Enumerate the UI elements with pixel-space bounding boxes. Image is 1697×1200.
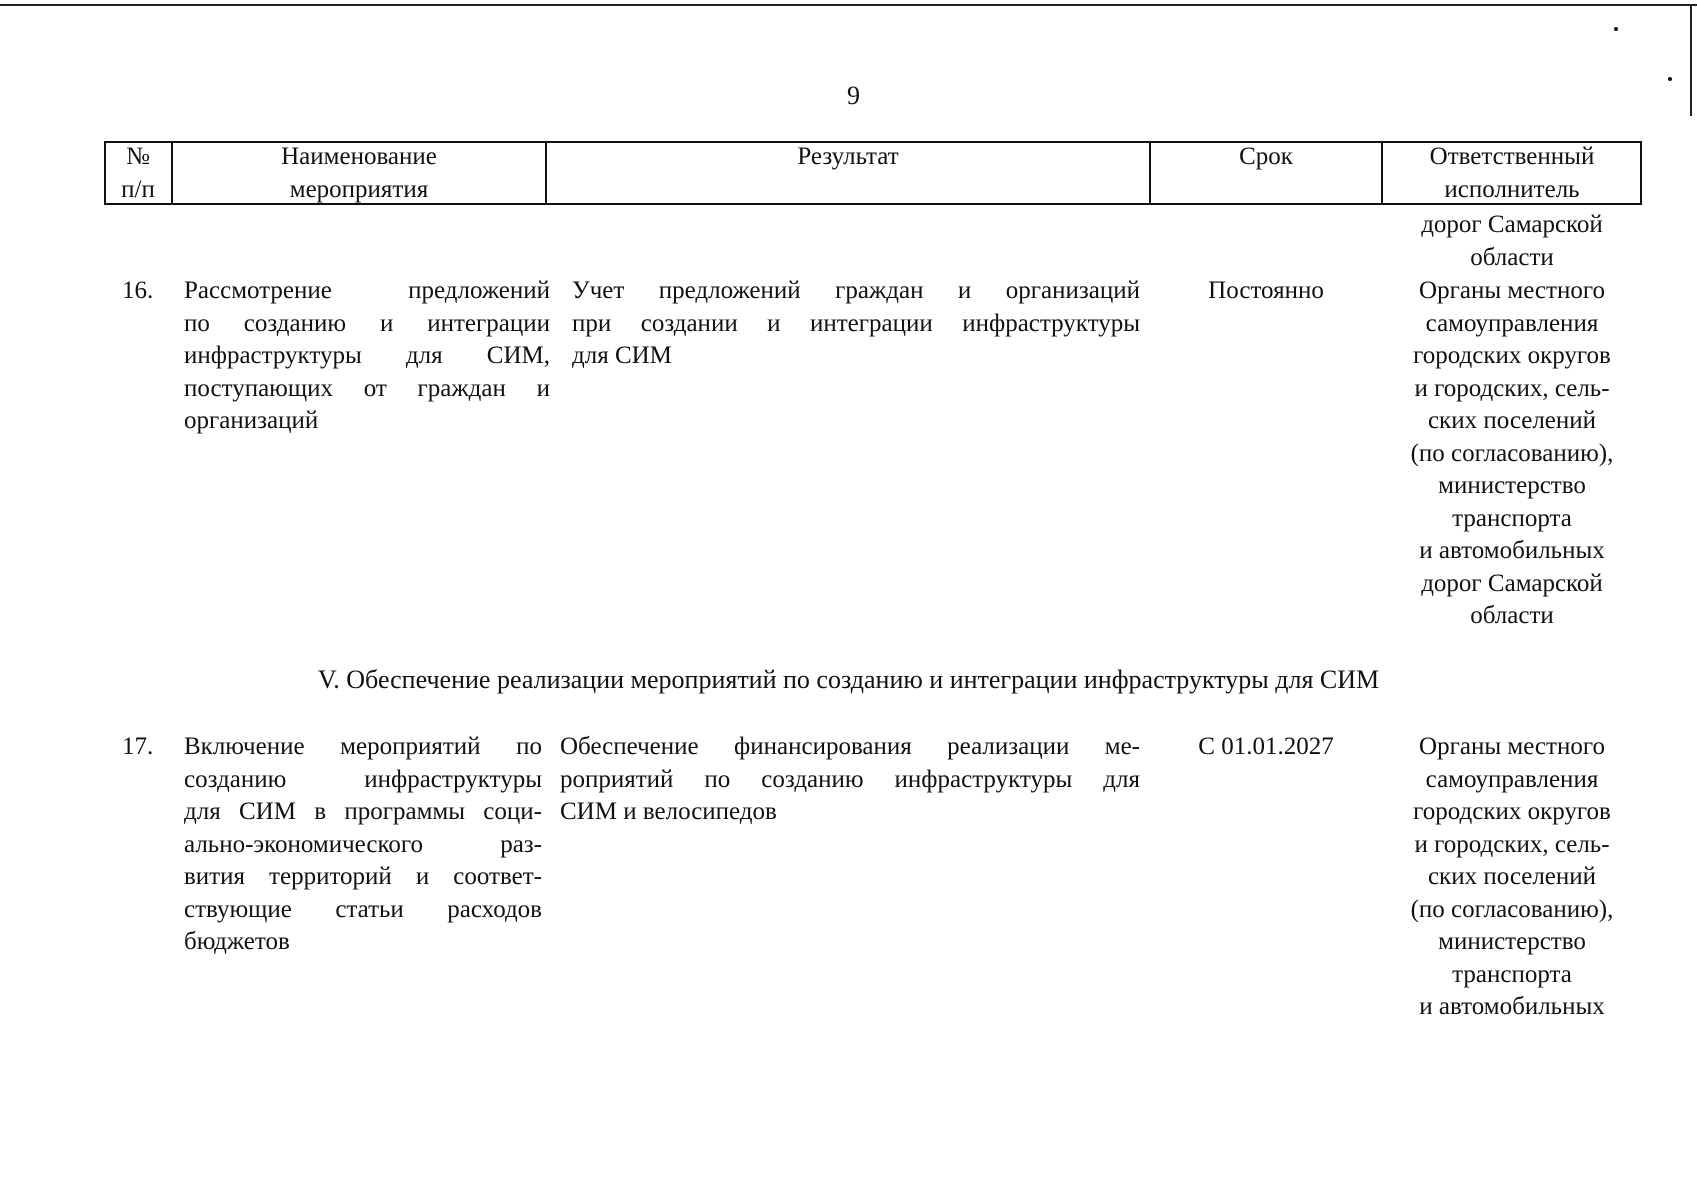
header-name-line2: мероприятия — [289, 175, 429, 203]
header-result: Результат — [797, 143, 899, 170]
responsible-line: городских округов — [1413, 342, 1611, 369]
responsible-line: Органы местного — [1419, 277, 1605, 304]
row17-responsible — [1382, 731, 1642, 1024]
responsible-line: и автомобильных — [1419, 537, 1605, 564]
section-title: V. Обеспечение реализации мероприятий по созданию и интеграции инфраструктуры для СИМ — [317, 665, 1380, 694]
responsible-line: дорог Самарской — [1421, 569, 1603, 597]
name-line: Включение мероприятий по — [184, 733, 542, 760]
row17-number: 17. — [122, 733, 154, 760]
name-line: организаций — [184, 407, 319, 434]
responsible-line: (по согласованию), — [1410, 439, 1614, 467]
header-responsible-line1: Ответственный — [1429, 143, 1595, 170]
top-border-line — [0, 4, 1697, 6]
responsible-line: (по согласованию), — [1410, 895, 1614, 923]
header-result-cell — [546, 141, 1150, 205]
row17-result — [560, 731, 1140, 829]
responsible-line: транспорта — [1452, 960, 1572, 988]
responsible-line: области — [1470, 602, 1554, 629]
responsible-line: Органы местного — [1419, 733, 1605, 760]
row16-result — [572, 275, 1140, 373]
result-line: при создании и интеграции инфраструктуры — [572, 309, 1140, 337]
name-line: по созданию и интеграции — [184, 309, 550, 337]
row17-deadline: С 01.01.2027 — [1198, 733, 1334, 760]
name-line: ально-экономического раз- — [184, 830, 542, 858]
continuation-responsible — [1382, 209, 1642, 274]
name-line: инфраструктуры для СИМ, — [184, 342, 550, 369]
row16-responsible — [1382, 275, 1642, 633]
responsible-line: и автомобильных — [1419, 993, 1605, 1020]
header-responsible-cell — [1382, 141, 1642, 205]
name-line: созданию инфраструктуры — [184, 765, 542, 793]
responsible-line: области — [1470, 243, 1554, 271]
scan-speck — [1614, 27, 1618, 31]
responsible-line: самоуправления — [1425, 765, 1599, 793]
row17-name — [184, 731, 542, 959]
result-line: для СИМ — [572, 342, 672, 369]
result-line: роприятий по созданию инфраструктуры для — [560, 765, 1140, 793]
name-line: бюджетов — [184, 928, 290, 955]
responsible-line: транспорта — [1452, 504, 1572, 532]
responsible-line: ских поселений — [1427, 863, 1597, 890]
name-line: вития территорий и соответ- — [184, 863, 542, 890]
page-number: 9 — [847, 81, 860, 110]
result-line: СИМ и велосипедов — [560, 798, 777, 825]
responsible-line: городских округов — [1413, 798, 1611, 825]
header-responsible-line2: исполнитель — [1444, 175, 1580, 203]
header-deadline: Срок — [1239, 143, 1293, 170]
responsible-line: министерство — [1438, 928, 1586, 955]
responsible-line: министерство — [1438, 472, 1586, 499]
responsible-line: самоуправления — [1425, 309, 1599, 337]
result-line: Учет предложений граждан и организаций — [572, 277, 1140, 304]
table-header — [104, 141, 1642, 205]
row16-deadline: Постоянно — [1208, 277, 1324, 304]
responsible-line: ских поселений — [1427, 407, 1597, 434]
name-line: поступающих от граждан и — [184, 374, 550, 402]
result-line: Обеспечение финансирования реализации ме- — [560, 733, 1140, 760]
header-number-line2: п/п — [121, 175, 155, 203]
name-line: для СИМ в программы соци- — [184, 798, 542, 825]
row16-number: 16. — [122, 277, 154, 304]
header-number-cell — [104, 141, 172, 205]
header-name-cell — [172, 141, 546, 205]
responsible-line: и городских, сель- — [1414, 374, 1610, 402]
name-line: Рассмотрение предложений — [184, 277, 550, 304]
responsible-line: дорог Самарской — [1421, 211, 1603, 238]
row16-name — [184, 275, 550, 438]
responsible-line: и городских, сель- — [1414, 830, 1610, 858]
header-deadline-cell — [1150, 141, 1382, 205]
header-name-line1: Наименование — [281, 143, 437, 170]
name-line: ствующие статьи расходов — [184, 895, 542, 923]
header-number-line1: № — [126, 143, 150, 170]
